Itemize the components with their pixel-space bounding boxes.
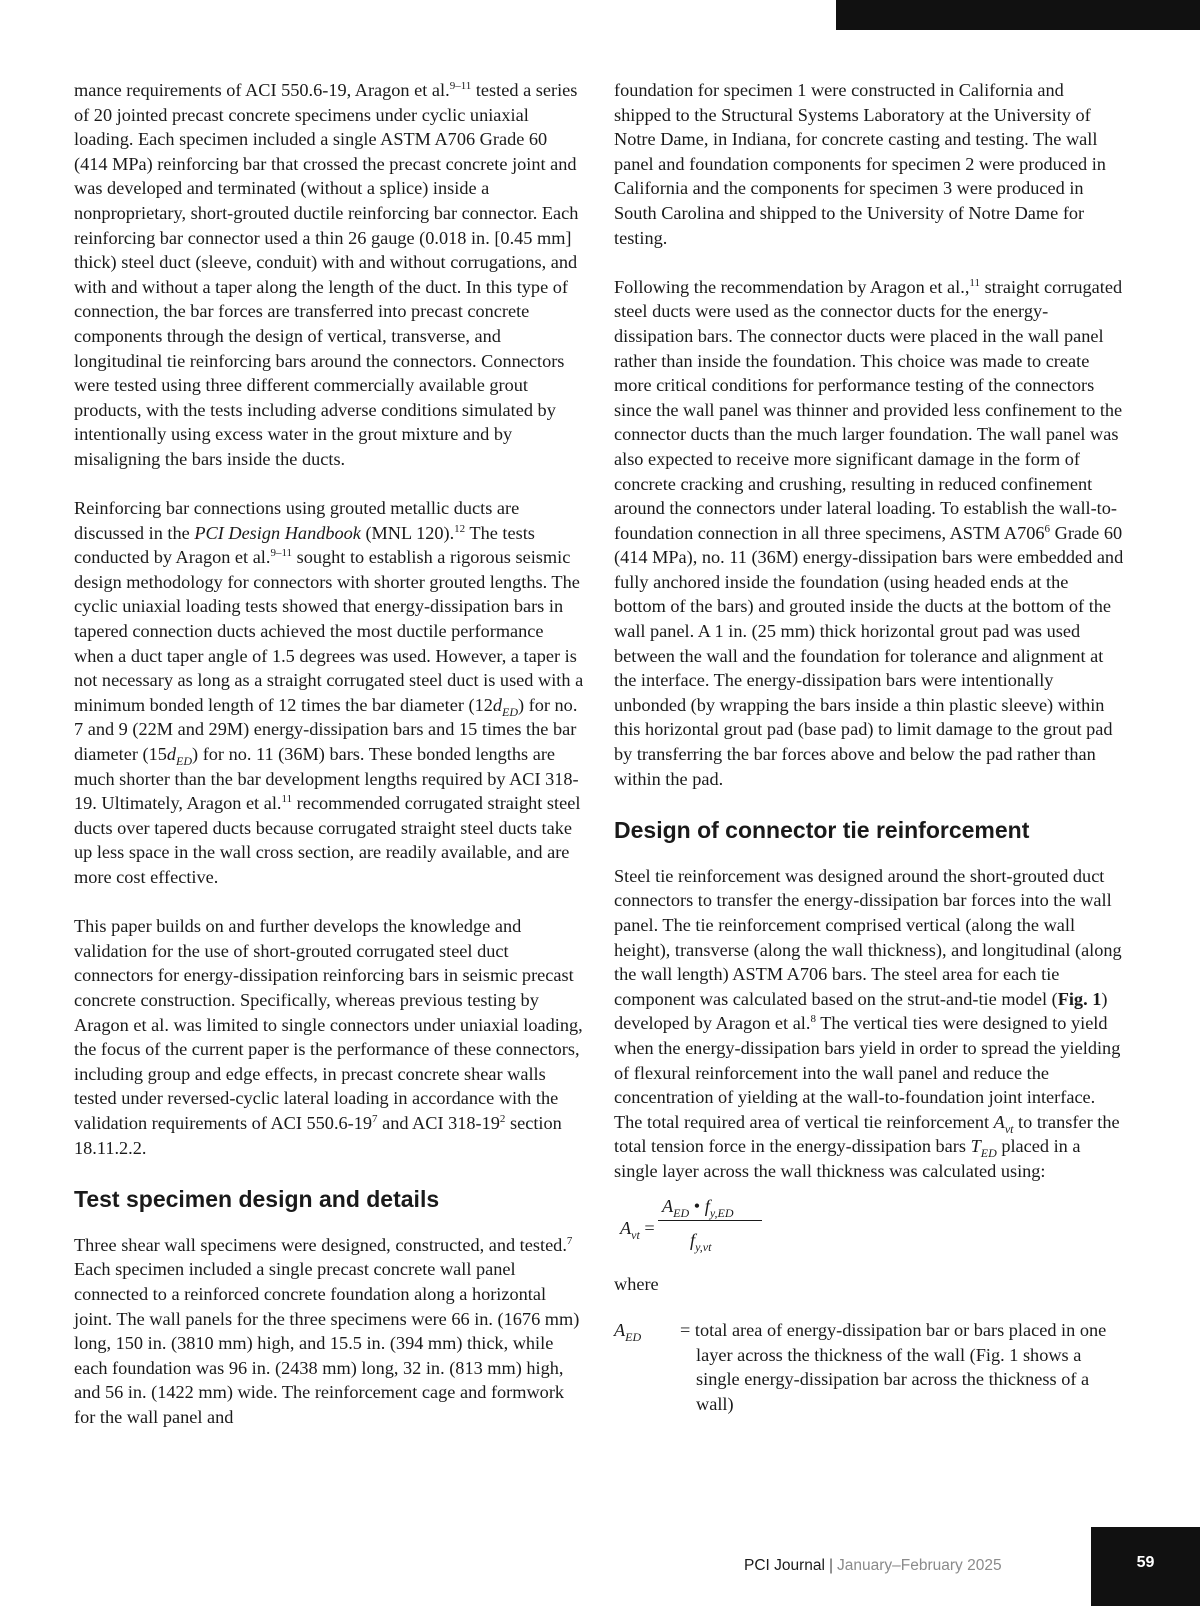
where-label: where bbox=[614, 1273, 659, 1294]
definition-row bbox=[614, 1318, 1124, 1416]
issue-date: January–February 2025 bbox=[837, 1557, 1002, 1574]
fraction-bar bbox=[658, 1220, 762, 1221]
equation-numerator: $A_{ED}$ • $f_{y,ED}$ bbox=[662, 1195, 734, 1220]
top-bar bbox=[836, 0, 1200, 30]
page-number: 59 bbox=[1091, 1527, 1200, 1606]
journal-name: PCI Journal bbox=[744, 1557, 825, 1574]
paragraph: mance requirements of ACI 550.6-19, Aragon et al.$^{9-11}$ tested a series of 20 jointed precast concrete specimens under cyclic uniaxial loading. Each specimen included a single ASTM A706 Grade 60 (414 MPa) reinforcing bar that crossed the precast concrete joint and was developed and terminated (without a splice) inside a nonproprietary, short-grouted ductile reinforcing bar connector. Each reinforcing bar connector used a thin 26 gauge (0.018 in. [0.45 mm] thick) steel duct (sleeve, conduit) with and without corrugations, and with and without a taper along the length of the duct. In this type of connection, the bar forces are transferred into precast concrete components through the design of vertical, transverse, and longitudinal tie reinforcing bars around the connectors. Connectors were tested using three different commercially available grout products, with the tests including adverse conditions simulated by intentionally using excess water in the grout mixture and by misaligning the bars inside the ducts. bbox=[74, 80, 579, 469]
paragraph: Following the recommendation by Aragon et al.,$^{11}$ straight corrugated steel ducts were used as the connector ducts for the energy-dissipation bars. The connector ducts were placed in the wall panel rather than inside the foundation. This choice was made to create more critical conditions for performance testing of the connectors since the wall panel was thinner and provided less confinement to the connector ducts than the much larger foundation. The wall panel was also expected to receive more significant damage in the form of concrete cracking and crushing, resulting in reduced confinement around the connectors under lateral loading. To establish the wall-to-foundation connection in all three specimens, ASTM $A706^6$ Grade 60 (414 MPa), no. 11 (36M) energy-dissipation bars were embedded and fully anchored inside the foundation (using headed ends at the bottom of the bars) and grouted inside the ducts at the bottom of the wall panel. A 1 in. (25 mm) thick horizontal grout pad was used between the wall and the foundation for tolerance and alignment at the interface. The energy-dissipation bars were intentionally unbonded (by wrapping the bars inside a thin plastic sleeve) within this horizontal grout pad (base pad) to limit damage to the grout pad by transferring the bar forces above and below the pad rather than within the pad. bbox=[614, 276, 1124, 789]
paragraph: Steel tie reinforcement was designed around the short-grouted duct connectors to transfer the energy-dissipation bar forces into the wall panel. The tie reinforcement comprised vertical (along the wall height), transverse (along the wall thickness), and longitudinal (along the wall length) ASTM A706 bars. The steel area for each tie component was calculated based on the strut-and-tie model (Fig. 1) developed by Aragon et al.$^8$ The vertical ties were designed to yield when the energy-dissipation bars yield in order to spread the yielding of flexural reinforcement into the wall panel and reduce the concentration of yielding at the wall-to-foundation joint interface. The total required area of vertical tie reinforcement $A_{vt}$ to transfer the total tension force in the energy-dissipation bars $T_{ED}$ placed in a single layer across the wall thickness was calculated using: bbox=[614, 865, 1122, 1181]
section-heading: Test specimen design and details bbox=[74, 1185, 440, 1212]
equation bbox=[614, 1192, 1124, 1264]
left-column bbox=[74, 78, 584, 1429]
section-heading: Design of connector tie reinforcement bbox=[614, 816, 1030, 843]
equation-denominator: $f_{y,vt}$ bbox=[690, 1229, 712, 1254]
equation-lhs: $A_{vt}$ = bbox=[620, 1217, 655, 1242]
footer-separator: | bbox=[828, 1557, 834, 1574]
definition-text: = total area of energy-dissipation bar or bars placed in one layer across the thickness of the wall (Fig. 1 shows a single energy-dissipation bar across the thickness of a wall) bbox=[680, 1320, 1107, 1414]
footer bbox=[744, 1557, 1002, 1575]
paragraph: Reinforcing bar connections using grouted metallic ducts are discussed in the PCI Design Handbook (MNL 120).$^{12}$ The tests conducted by Aragon et al.$^{9-11}$ sought to establish a rigorous seismic design methodology for connectors with shorter grouted lengths. The cyclic uniaxial loading tests showed that energy-dissipation bars in tapered connection ducts achieved the most ductile performance when a duct taper angle of 1.5 degrees was used. However, a taper is not necessary as long as a straight corrugated steel duct is used with a minimum bonded length of 12 times the bar diameter $(12d_{ED})$ for no. 7 and 9 (22M and 29M) energy-dissipation bars and 15 times the bar diameter $(15d_{ED})$ for no. 11 (36M) bars. These bonded lengths are much shorter than the bar development lengths required by ACI 318-19. Ultimately, Aragon et al.$^{11}$ recommended corrugated straight steel ducts over tapered ducts because corrugated straight steel ducts take up less space in the wall cross section, are readily available, and are more cost effective. bbox=[74, 498, 584, 887]
paragraph: Three shear wall specimens were designed, constructed, and tested.$^7$ Each specimen included a single precast concrete wall panel connected to a reinforced concrete foundation along a horizontal joint. The wall panels for the three specimens were 66 in. (1676 mm) long, 150 in. (3810 mm) high, and 15.5 in. (394 mm) thick, while each foundation was 96 in. (2438 mm) long, 32 in. (813 mm) high, and 56 in. (1422 mm) wide. The reinforcement cage and formwork for the wall panel and bbox=[74, 1234, 580, 1427]
paragraph: This paper builds on and further develops the knowledge and validation for the use of short-grouted corrugated steel duct connectors for energy-dissipation reinforcing bars in seismic precast concrete construction. Specifically, whereas previous testing by Aragon et al. was limited to single connectors under uniaxial loading, the focus of the current paper is the performance of these connectors, including group and edge effects, in precast concrete shear walls tested under reversed-cyclic lateral loading in accordance with the validation requirements of ACI $550.6-19^7$ and ACI $318-19^2$ section 18.11.2.2. bbox=[74, 916, 583, 1158]
paragraph: foundation for specimen 1 were constructed in California and shipped to the Structural Systems Laboratory at the University of Notre Dame, in Indiana, for concrete casting and testing. The wall panel and foundation components for specimen 2 were produced in California and the components for specimen 3 were produced in South Carolina and shipped to the University of Notre Dame for testing. bbox=[614, 80, 1106, 248]
right-column bbox=[614, 78, 1124, 1417]
definition-symbol: $A_{ED}$ bbox=[614, 1320, 642, 1345]
